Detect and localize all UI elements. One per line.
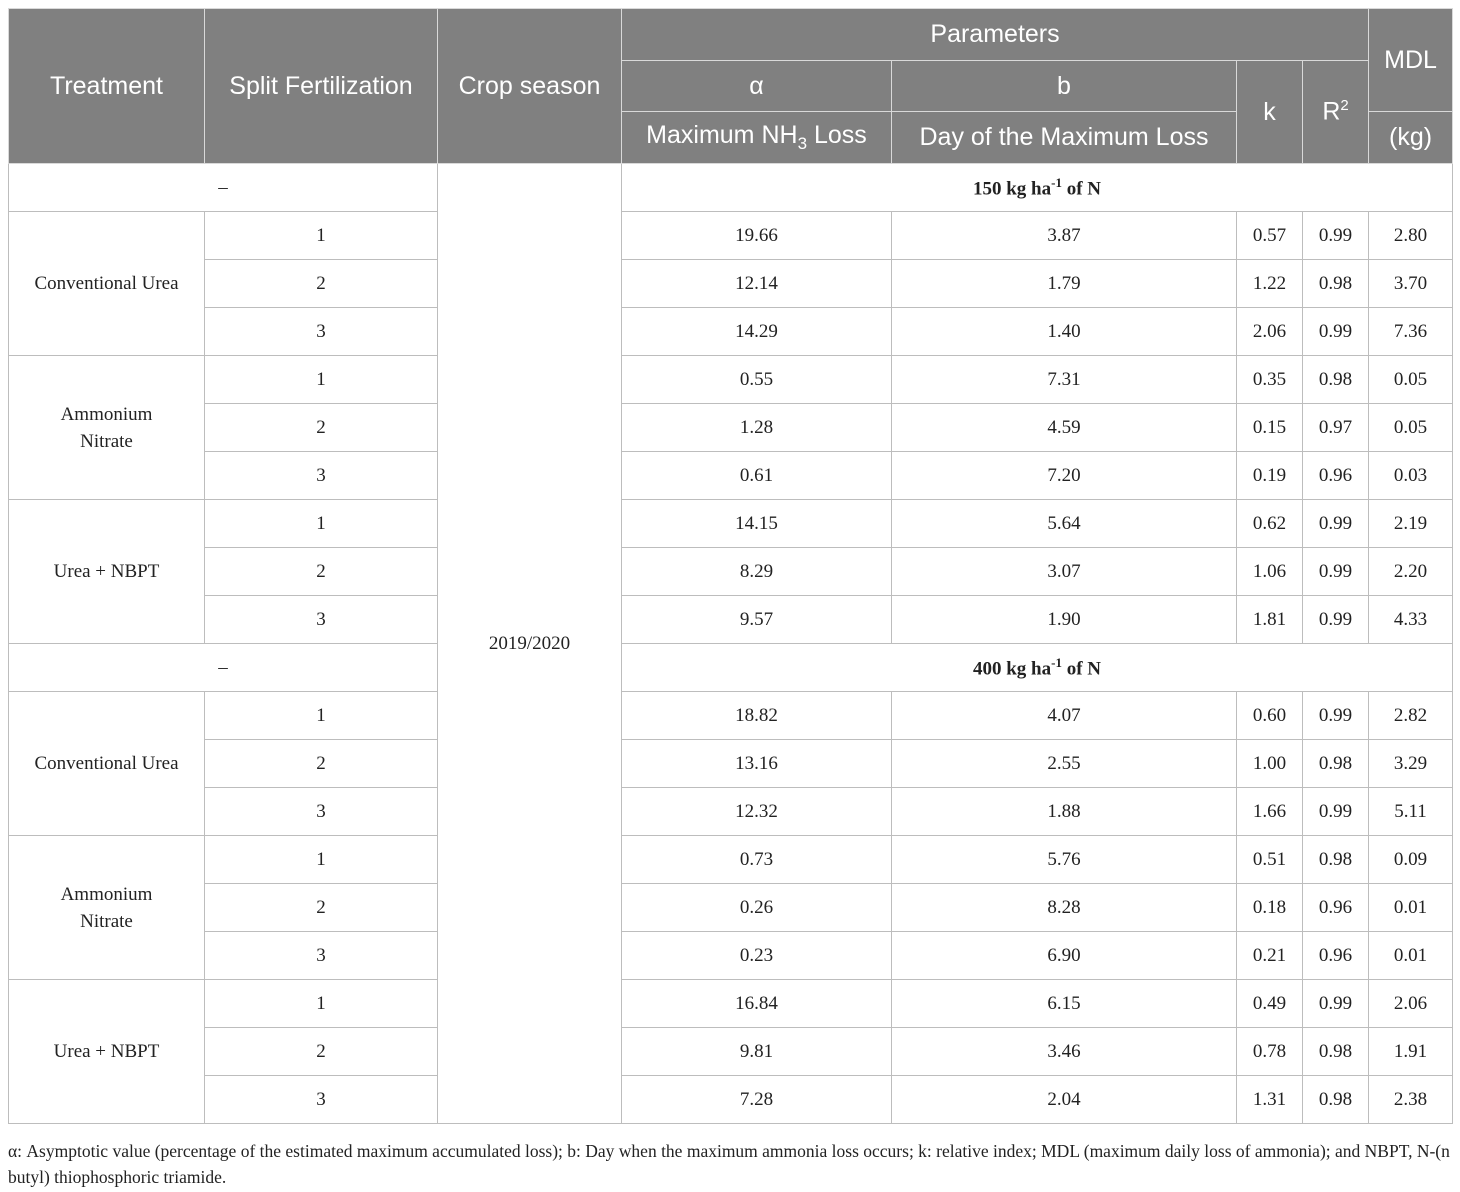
header-b: b [892,61,1237,112]
header-parameters: Parameters [622,9,1369,61]
table-row [9,356,1453,404]
k-cell: 1.00 [1237,740,1303,788]
alpha-cell: 14.15 [622,500,892,548]
alpha-cell: 12.32 [622,788,892,836]
header-alpha-description [622,112,892,164]
alpha-cell: 9.57 [622,596,892,644]
table-header [9,9,1453,164]
r2-base: R [1322,97,1341,126]
split-cell: 3 [205,308,438,356]
k-cell: 0.78 [1237,1028,1303,1076]
mdl-cell: 0.01 [1369,884,1453,932]
table-row [9,596,1453,644]
header-crop-season: Crop season [438,9,622,164]
r2-cell: 0.98 [1303,1076,1369,1124]
section-dash: – [9,644,438,692]
r2-cell: 0.99 [1303,788,1369,836]
alpha-cell: 18.82 [622,692,892,740]
k-cell: 0.19 [1237,452,1303,500]
b-cell: 3.07 [892,548,1237,596]
split-cell: 2 [205,884,438,932]
section-label [622,644,1453,692]
r2-cell: 0.98 [1303,740,1369,788]
header-treatment: Treatment [9,9,205,164]
treatment-cell: Conventional Urea [9,212,205,356]
k-cell: 0.62 [1237,500,1303,548]
k-cell: 0.18 [1237,884,1303,932]
split-cell: 3 [205,932,438,980]
mdl-cell: 5.11 [1369,788,1453,836]
table-container [8,8,1452,1124]
alpha-cell: 0.23 [622,932,892,980]
ammonia-loss-table [8,8,1453,1124]
alpha-cell: 0.55 [622,356,892,404]
split-cell: 2 [205,548,438,596]
b-cell: 8.28 [892,884,1237,932]
k-cell: 1.66 [1237,788,1303,836]
r2-cell: 0.99 [1303,500,1369,548]
mdl-cell: 0.09 [1369,836,1453,884]
r2-cell: 0.98 [1303,356,1369,404]
r2-cell: 0.99 [1303,596,1369,644]
b-cell: 3.87 [892,212,1237,260]
header-k: k [1237,61,1303,164]
k-cell: 0.51 [1237,836,1303,884]
b-cell: 4.07 [892,692,1237,740]
table-body [9,164,1453,1124]
section-dash: – [9,164,438,212]
split-cell: 3 [205,788,438,836]
alpha-cell: 7.28 [622,1076,892,1124]
mdl-cell: 2.20 [1369,548,1453,596]
b-cell: 1.90 [892,596,1237,644]
table-row [9,740,1453,788]
mdl-cell: 2.06 [1369,980,1453,1028]
split-cell: 1 [205,212,438,260]
r2-cell: 0.99 [1303,692,1369,740]
treatment-cell: Urea + NBPT [9,500,205,644]
k-cell: 0.21 [1237,932,1303,980]
split-cell: 2 [205,740,438,788]
b-cell: 4.59 [892,404,1237,452]
section-header-row [9,164,1453,212]
table-row [9,692,1453,740]
alpha-cell: 13.16 [622,740,892,788]
mdl-cell: 0.05 [1369,404,1453,452]
alpha-cell: 8.29 [622,548,892,596]
alpha-cell: 0.61 [622,452,892,500]
mdl-cell: 2.82 [1369,692,1453,740]
table-row [9,548,1453,596]
mdl-cell: 0.01 [1369,932,1453,980]
b-cell: 3.46 [892,1028,1237,1076]
section-label-post: of N [1061,178,1102,200]
crop-season-cell: 2019/2020 [438,164,622,1124]
split-cell: 2 [205,404,438,452]
r2-cell: 0.96 [1303,932,1369,980]
k-cell: 1.31 [1237,1076,1303,1124]
b-cell: 1.40 [892,308,1237,356]
mdl-cell: 7.36 [1369,308,1453,356]
mdl-cell: 4.33 [1369,596,1453,644]
table-row [9,1076,1453,1124]
alpha-desc-post: Loss [807,121,867,149]
treatment-cell: Conventional Urea [9,692,205,836]
b-cell: 7.20 [892,452,1237,500]
r2-cell: 0.96 [1303,884,1369,932]
table-row [9,932,1453,980]
b-cell: 7.31 [892,356,1237,404]
table-row [9,884,1453,932]
alpha-cell: 1.28 [622,404,892,452]
section-label [622,164,1453,212]
k-cell: 0.35 [1237,356,1303,404]
k-cell: 0.60 [1237,692,1303,740]
k-cell: 0.49 [1237,980,1303,1028]
table-row [9,836,1453,884]
k-cell: 0.15 [1237,404,1303,452]
mdl-cell: 3.29 [1369,740,1453,788]
split-cell: 2 [205,1028,438,1076]
r2-cell: 0.98 [1303,836,1369,884]
mdl-cell: 2.80 [1369,212,1453,260]
mdl-cell: 0.05 [1369,356,1453,404]
k-cell: 1.22 [1237,260,1303,308]
b-cell: 5.76 [892,836,1237,884]
table-row [9,212,1453,260]
split-cell: 1 [205,692,438,740]
r2-cell: 0.98 [1303,260,1369,308]
alpha-cell: 9.81 [622,1028,892,1076]
alpha-cell: 12.14 [622,260,892,308]
mdl-cell: 3.70 [1369,260,1453,308]
treatment-cell: Ammonium Nitrate [9,356,205,500]
mdl-cell: 1.91 [1369,1028,1453,1076]
r2-cell: 0.99 [1303,308,1369,356]
r2-cell: 0.99 [1303,980,1369,1028]
b-cell: 1.88 [892,788,1237,836]
table-row [9,308,1453,356]
table-row [9,1028,1453,1076]
section-label-post: of N [1061,658,1102,680]
split-cell: 3 [205,1076,438,1124]
table-row [9,980,1453,1028]
header-b-description: Day of the Maximum Loss [892,112,1237,164]
section-header-row [9,644,1453,692]
section-label-pre: 400 kg ha [972,658,1052,680]
section-label-pre: 150 kg ha [972,178,1052,200]
mdl-cell: 2.38 [1369,1076,1453,1124]
treatment-cell: Urea + NBPT [9,980,205,1124]
split-cell: 3 [205,596,438,644]
alpha-cell: 19.66 [622,212,892,260]
table-footnote: α: Asymptotic value (percentage of the estimated maximum accumulated loss); b: Day when the maximum ammonia loss occurs; k: relative index; MDL (maximum daily loss of ammonia); and NBPT, N-(n butyl) thiophosphoric triamide. [8,1141,1450,1187]
b-cell: 2.55 [892,740,1237,788]
k-cell: 0.57 [1237,212,1303,260]
split-cell: 3 [205,452,438,500]
header-mdl: MDL [1369,9,1453,112]
r2-cell: 0.98 [1303,1028,1369,1076]
header-r2 [1303,61,1369,164]
treatment-cell: Ammonium Nitrate [9,836,205,980]
mdl-cell: 2.19 [1369,500,1453,548]
alpha-cell: 16.84 [622,980,892,1028]
b-cell: 6.90 [892,932,1237,980]
b-cell: 1.79 [892,260,1237,308]
r2-cell: 0.96 [1303,452,1369,500]
alpha-cell: 14.29 [622,308,892,356]
alpha-desc-pre: Maximum NH [646,121,798,149]
k-cell: 1.81 [1237,596,1303,644]
alpha-cell: 0.73 [622,836,892,884]
table-row [9,500,1453,548]
r2-superscript: 2 [1340,97,1349,115]
table-row [9,260,1453,308]
r2-cell: 0.99 [1303,212,1369,260]
header-alpha: α [622,61,892,112]
split-cell: 1 [205,500,438,548]
b-cell: 6.15 [892,980,1237,1028]
alpha-desc-subscript: 3 [797,134,808,153]
table-row [9,788,1453,836]
split-cell: 1 [205,836,438,884]
section-label-superscript: -1 [1051,174,1062,190]
alpha-cell: 0.26 [622,884,892,932]
section-label-superscript: -1 [1051,654,1062,670]
split-cell: 1 [205,980,438,1028]
header-mdl-unit: (kg) [1369,112,1453,164]
table-row [9,452,1453,500]
b-cell: 5.64 [892,500,1237,548]
k-cell: 2.06 [1237,308,1303,356]
header-split-fertilization: Split Fertilization [205,9,438,164]
mdl-cell: 0.03 [1369,452,1453,500]
k-cell: 1.06 [1237,548,1303,596]
split-cell: 1 [205,356,438,404]
table-row [9,404,1453,452]
b-cell: 2.04 [892,1076,1237,1124]
split-cell: 2 [205,260,438,308]
r2-cell: 0.99 [1303,548,1369,596]
r2-cell: 0.97 [1303,404,1369,452]
